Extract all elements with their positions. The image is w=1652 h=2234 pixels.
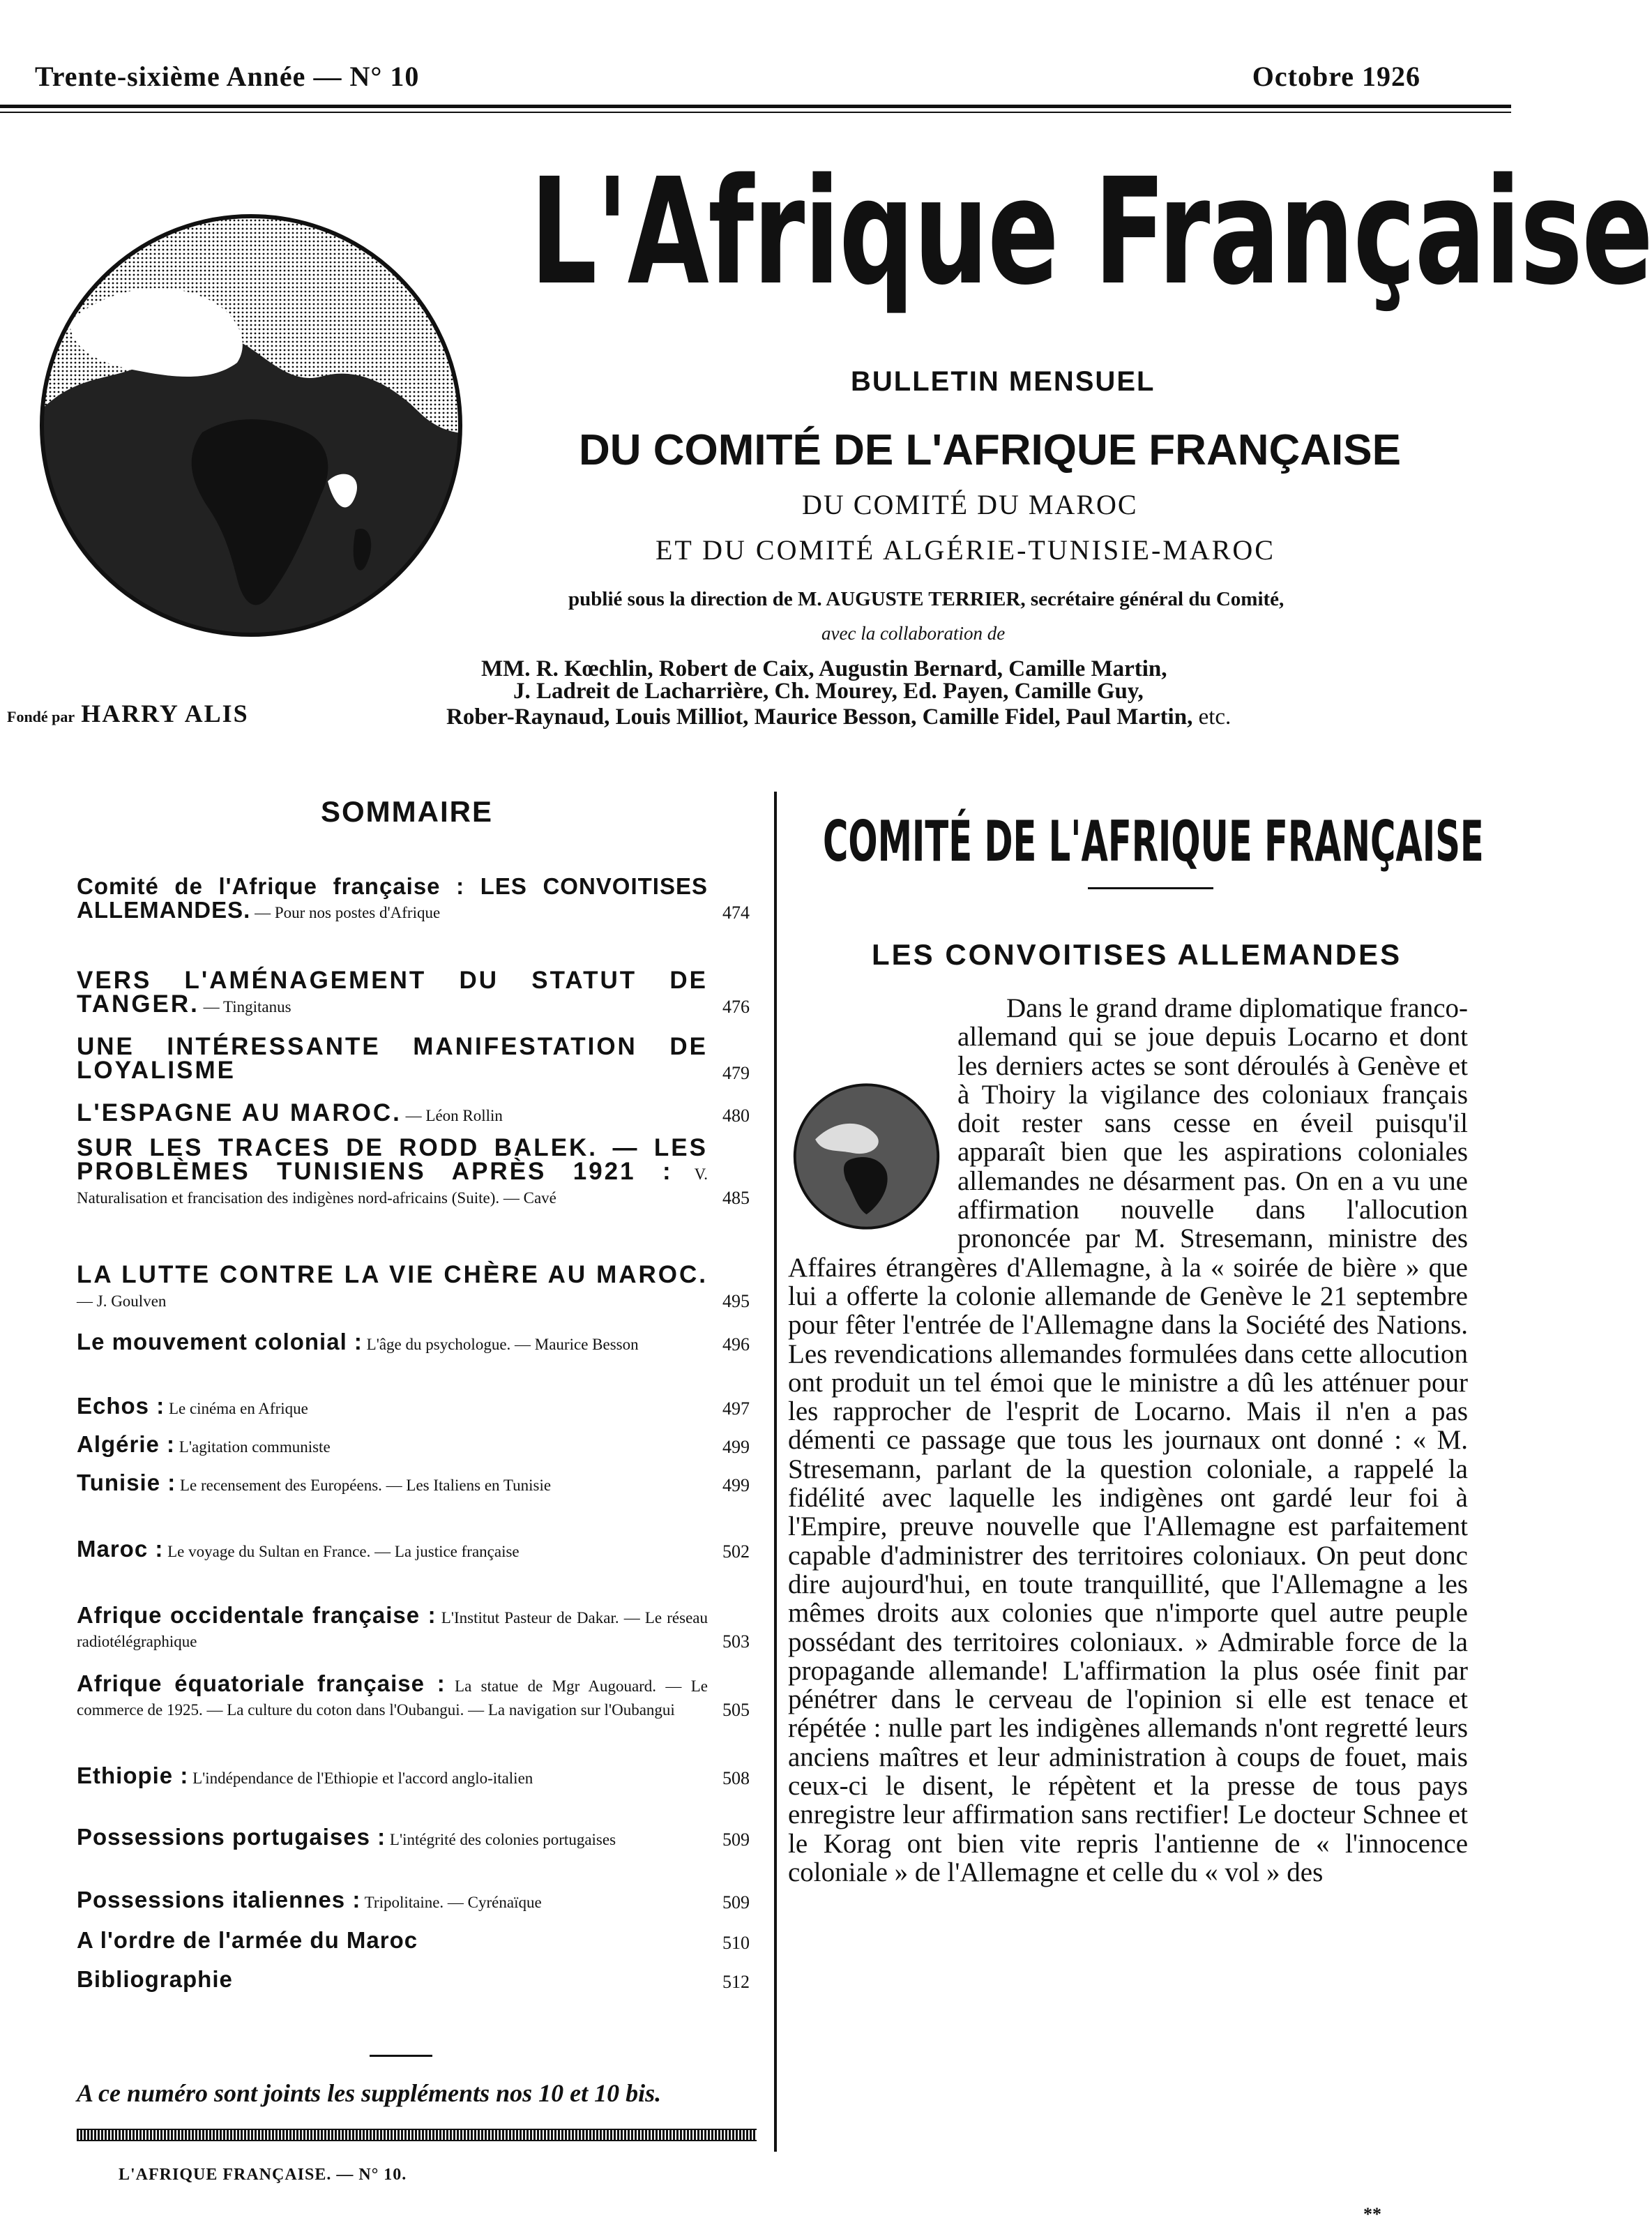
masthead-subtitle: BULLETIN MENSUEL (851, 366, 1155, 397)
toc-entry[interactable] (77, 1604, 750, 1653)
collaborators-etc: etc. (1192, 704, 1232, 730)
toc-entry[interactable] (77, 1134, 750, 1209)
toc-entry[interactable] (77, 1929, 750, 1954)
toc-entry-lead: Le mouvement colonial : (77, 1329, 363, 1354)
toc-entry-detail: Le recensement des Européens. — Les Italiens en Tunisie (176, 1477, 552, 1494)
toc-entry-detail: L'Institut Pasteur de Dakar. — Le réseau radiotélégraphique (77, 1609, 708, 1650)
toc-page: 502 (722, 1541, 750, 1562)
toc-entry-lead: Tunisie : (77, 1470, 176, 1495)
globe-icon (28, 202, 474, 649)
collaborators-line (446, 704, 1231, 730)
toc-entry[interactable] (77, 875, 750, 924)
toc-page: 503 (722, 1631, 750, 1652)
article-paragraph: Dans le grand drame diplomatique franco-allemand qui se joue depuis Locarno et dont les derniers actes se sont déroulés à Genève et à Thoiry la vigilance des coloniaux français doit rester sans cesse en éveil puisqu'il apparaît bien que les aspirations coloniales allemandes ne désarment pas. On en a vu une affirmation nouvelle dans l'allocution prononcée par M. Stresemann, ministre des Affaires étrangères d'Allemagne, à la « soirée de bière » que lui a offerte la colonie allemande de Genève le 21 septembre pour fêter l'entrée de l'Allemagne dans la Société des Nations. Les revendications allemandes formulées dans cette allocution ont produit un tel émoi que le ministre a dû les atténuer pour les rapprocher de l'esprit de Locarno. Mais il n'en a pas démenti ce passage que tous les journaux ont donné : « M. Stresemann, parlant de la question coloniale, a rappelé la fidélité avec laquelle les indigènes ont gardé leur foi à l'Empire, preuve nouvelle que l'Allemagne est parfaitement capable d'administrer des territoires coloniaux. On peut donc dire aujourd'hui, en toute tranquillité, que l'Allemagne a les mêmes droits aux colonies que n'importe quel autre peuple possédant des territoires coloniaux. » Admirable force de la propagande allemande! L'affirmation la plus osée finit par pénétrer dans le cerveau de l'opinion si elle est tenace et répétée : nulle part les indigènes allemands n'ont regretté leurs anciens maîtres et leur administration à coups de fouet, mais ceux-ci le disent, le répètent et la presse de tous pays enregistre leur affirmation sans rectifier! Le docteur Schnee et le Korag ont bien vite repris l'antienne de « l'innocence coloniale » de l'Allemagne et celle du « vol » des (788, 993, 1468, 1887)
header-rule-thin (0, 112, 1511, 113)
toc-entry-detail: La statue de Mgr Augouard. — Le commerce de 1925. — La culture du coton dans l'Oubangui. — La navigation sur l'Oubangui (77, 1677, 708, 1719)
toc-entry-lead: Echos : (77, 1393, 165, 1419)
section-rule (1088, 887, 1213, 889)
toc-page: 509 (722, 1829, 750, 1850)
toc-page: 485 (722, 1188, 750, 1208)
toc-entry[interactable] (77, 1538, 750, 1563)
toc-entry[interactable] (77, 969, 750, 1018)
toc-entry-detail: — Léon Rollin (401, 1107, 503, 1124)
toc-page: 479 (722, 1063, 750, 1083)
supplement-note: A ce numéro sont joints les suppléments nos 10 et 10 bis. (77, 2079, 662, 2107)
toc-entry-detail: V. Naturalisation et francisation des indigènes nord-africains (Suite). — Cavé (77, 1165, 708, 1207)
toc-entry-lead: Comité de l'Afrique française : LES CONVOITISES ALLEMANDES. (77, 873, 708, 923)
globe-icon (788, 1076, 945, 1237)
toc-entry-lead: Afrique équatoriale française : (77, 1670, 446, 1696)
toc-entry-lead: L'ESPAGNE AU MAROC. (77, 1099, 402, 1126)
toc-entry-detail: Tripolitaine. — Cyrénaïque (361, 1894, 542, 1911)
collaborators-line: MM. R. Kœchlin, Robert de Caix, Augustin Bernard, Camille Martin, (481, 656, 1167, 681)
toc-entry-lead: SUR LES TRACES DE RODD BALEK. — LES PROBLÈMES TUNISIENS APRÈS 1921 : (77, 1134, 708, 1185)
toc-page: 509 (722, 1892, 750, 1912)
toc-page: 510 (722, 1933, 750, 1953)
toc-entry-detail: L'intégrité des colonies portugaises (386, 1831, 616, 1848)
toc-entry-detail: L'indépendance de l'Ethiopie et l'accord anglo-italien (188, 1769, 533, 1787)
toc-divider (370, 2055, 432, 2057)
toc-page: 495 (722, 1291, 750, 1311)
toc-page: 496 (722, 1334, 750, 1354)
toc-entry-lead: Possessions italiennes : (77, 1887, 361, 1912)
masthead-committee-maroc: DU COMITÉ DU MAROC (802, 489, 1138, 520)
toc-page: 508 (722, 1768, 750, 1788)
toc-entry[interactable] (77, 1261, 750, 1313)
issue-date: Octobre 1926 (1252, 61, 1420, 92)
collaboration-label: avec la collaboration de (821, 623, 1006, 644)
masthead-title: L'Afrique Française (530, 146, 1652, 317)
published-by: publié sous la direction de M. AUGUSTE TERRIER, secrétaire général du Comité, (568, 588, 1285, 610)
toc-entry[interactable] (77, 1099, 750, 1127)
toc-entry-lead: UNE INTÉRESSANTE MANIFESTATION DE LOYALISME (77, 1033, 708, 1084)
toc-entry-lead: Algérie : (77, 1431, 176, 1457)
toc-entry-detail: L'âge du psychologue. — Maurice Besson (362, 1336, 639, 1353)
toc-page: 499 (722, 1475, 750, 1495)
toc-entry[interactable] (77, 1472, 750, 1497)
toc-entry-lead: A l'ordre de l'armée du Maroc (77, 1927, 418, 1953)
issue-number: Trente-sixième Année — N° 10 (35, 61, 420, 92)
masthead-committee-atm: ET DU COMITÉ ALGÉRIE-TUNISIE-MAROC (656, 534, 1275, 566)
column-divider (774, 792, 777, 2152)
toc-entry[interactable] (77, 1331, 750, 1356)
toc-entry-lead: Afrique occidentale française : (77, 1602, 437, 1628)
toc-entry-lead: Ethiopie : (77, 1763, 189, 1788)
toc-entry-lead: Possessions portugaises : (77, 1824, 386, 1850)
page-footer: L'AFRIQUE FRANÇAISE. — N° 10. (119, 2166, 407, 2184)
founder-name: HARRY ALIS (81, 700, 249, 727)
toc-page: 480 (722, 1105, 750, 1126)
toc-entry-detail: Le cinéma en Afrique (165, 1400, 308, 1417)
toc-entry-detail: — Pour nos postes d'Afrique (250, 904, 441, 921)
toc-entry-detail: Le voyage du Sultan en France. — La justice française (163, 1543, 520, 1560)
toc-page: 497 (722, 1398, 750, 1419)
masthead-committee: DU COMITÉ DE L'AFRIQUE FRANÇAISE (579, 426, 1401, 474)
toc-entry-lead: VERS L'AMÉNAGEMENT DU STATUT DE TANGER. (77, 967, 708, 1018)
toc-entry-lead: LA LUTTE CONTRE LA VIE CHÈRE AU MAROC. (77, 1261, 708, 1288)
founded-label: Fondé par (7, 708, 75, 725)
collaborators-names: Rober-Raynaud, Louis Milliot, Maurice Besson, Camille Fidel, Paul Martin, (446, 704, 1193, 730)
header-rule (0, 105, 1511, 108)
decorative-rule (77, 2129, 757, 2141)
toc-entry-lead: Bibliographie (77, 1966, 233, 1992)
toc-entry-detail: — J. Goulven (77, 1292, 167, 1310)
toc-entry-detail: — Tingitanus (199, 998, 291, 1016)
toc-page: 505 (722, 1700, 750, 1720)
toc-entry[interactable] (77, 1670, 750, 1721)
toc-entry[interactable] (77, 1826, 750, 1851)
toc-entry-lead: Maroc : (77, 1536, 164, 1562)
article-body (788, 994, 1468, 1887)
toc-page: 476 (722, 997, 750, 1017)
toc-entry[interactable] (77, 1765, 750, 1790)
section-heading: COMITÉ DE L'AFRIQUE FRANÇAISE (823, 809, 1484, 874)
toc-entry[interactable] (77, 1889, 750, 1914)
toc-entry[interactable] (77, 1033, 750, 1085)
founder (7, 699, 249, 728)
toc-entry[interactable] (77, 1968, 750, 1993)
article-title: LES CONVOITISES ALLEMANDES (872, 938, 1402, 971)
toc-entry[interactable] (77, 1433, 750, 1458)
toc-page: 512 (722, 1972, 750, 1992)
signature-mark: ** (1363, 2204, 1381, 2224)
toc-entry[interactable] (77, 1395, 750, 1420)
toc-title: SOMMAIRE (321, 795, 493, 828)
toc-page: 499 (722, 1437, 750, 1457)
toc-entry-detail: L'agitation communiste (175, 1438, 331, 1456)
collaborators-line: J. Ladreit de Lacharrière, Ch. Mourey, Ed. Payen, Camille Guy, (513, 679, 1144, 704)
toc-page: 474 (722, 903, 750, 923)
